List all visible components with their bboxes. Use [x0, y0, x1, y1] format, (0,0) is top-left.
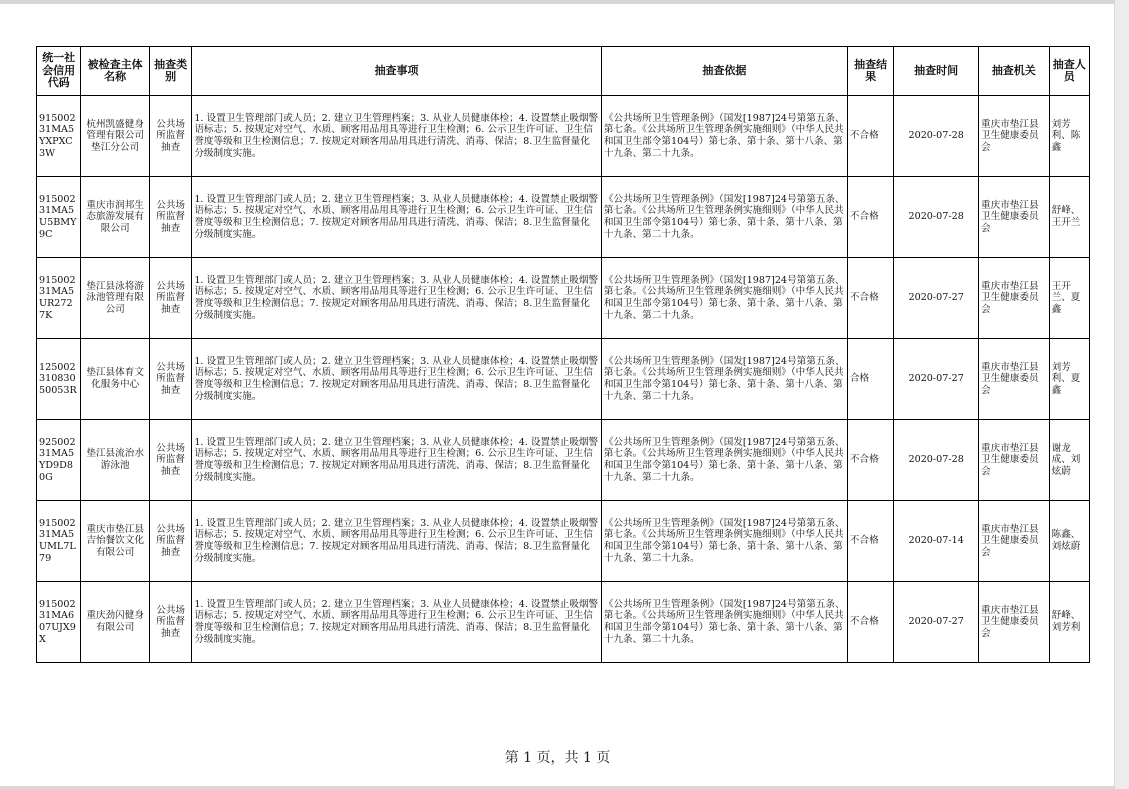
cell-result: 不合格 — [847, 420, 893, 501]
cell-people: 舒峰、刘芳利 — [1049, 582, 1089, 663]
header-items: 抽查事项 — [192, 47, 602, 96]
inspection-table — [36, 46, 1090, 663]
cell-basis: 《公共场所卫生管理条例》（国发[1987]24号第第五条、第七条。《公共场所卫生管理条例实施细则》（中华人民共和国卫生部令第104号）第七条、第十条、第十八条、第十九条、第二十九条。 — [601, 420, 847, 501]
cell-basis: 《公共场所卫生管理条例》（国发[1987]24号第第五条、第七条。《公共场所卫生管理条例实施细则》（中华人民共和国卫生部令第104号）第七条、第十条、第十八条、第十九条、第二十九条。 — [601, 339, 847, 420]
cell-items: 1. 设置卫生管理部门或人员；2. 建立卫生管理档案；3. 从业人员健康体检；4. 设置禁止吸烟警语标志；5. 按规定对空气、水质、顾客用品用具等进行卫生检测；6. 公示卫生许可证、卫生信誉度等级和卫生检测信息；7. 按规定对顾客用品用具进行清洗、消毒、保洁；8.卫生监督量化分级制度实施。 — [192, 258, 602, 339]
cell-org: 重庆市垫江县卫生健康委员会 — [979, 582, 1050, 663]
cell-type: 公共场所监督抽查 — [149, 177, 191, 258]
cell-date: 2020-07-27 — [894, 339, 979, 420]
table-row — [37, 582, 1090, 663]
table-row — [37, 177, 1090, 258]
cell-org: 重庆市垫江县卫生健康委员会 — [979, 96, 1050, 177]
cell-basis: 《公共场所卫生管理条例》（国发[1987]24号第第五条、第七条。《公共场所卫生管理条例实施细则》（中华人民共和国卫生部令第104号）第七条、第十条、第十八条、第十九条、第二十九条。 — [601, 582, 847, 663]
cell-name: 垫江县泳将游泳池管理有限公司 — [81, 258, 150, 339]
cell-type: 公共场所监督抽查 — [149, 258, 191, 339]
cell-people: 刘芳利、陈鑫 — [1049, 96, 1089, 177]
cell-code: 92500231MA5YD9D80G — [37, 420, 81, 501]
cell-date: 2020-07-27 — [894, 582, 979, 663]
table-row — [37, 339, 1090, 420]
cell-basis: 《公共场所卫生管理条例》（国发[1987]24号第第五条、第七条。《公共场所卫生管理条例实施细则》（中华人民共和国卫生部令第104号）第七条、第十条、第十八条、第十九条、第二十九条。 — [601, 501, 847, 582]
cell-name: 重庆劲闪健身有限公司 — [81, 582, 150, 663]
header-people: 抽查人员 — [1049, 47, 1089, 96]
cell-items: 1. 设置卫生管理部门或人员；2. 建立卫生管理档案；3. 从业人员健康体检；4. 设置禁止吸烟警语标志；5. 按规定对空气、水质、顾客用品用具等进行卫生检测；6. 公示卫生许可证、卫生信誉度等级和卫生检测信息；7. 按规定对顾客用品用具进行清洗、消毒、保洁；8.卫生监督量化分级制度实施。 — [192, 420, 602, 501]
cell-org: 重庆市垫江县卫生健康委员会 — [979, 339, 1050, 420]
header-code: 统一社会信用代码 — [37, 47, 81, 96]
header-basis: 抽查依据 — [601, 47, 847, 96]
table-row — [37, 501, 1090, 582]
cell-org: 重庆市垫江县卫生健康委员会 — [979, 258, 1050, 339]
cell-result: 不合格 — [847, 96, 893, 177]
cell-people: 刘芳利、夏鑫 — [1049, 339, 1089, 420]
cell-people: 王开兰、夏鑫 — [1049, 258, 1089, 339]
cell-date: 2020-07-28 — [894, 96, 979, 177]
cell-items: 1. 设置卫生管理部门或人员；2. 建立卫生管理档案；3. 从业人员健康体检；4. 设置禁止吸烟警语标志；5. 按规定对空气、水质、顾客用品用具等进行卫生检测；6. 公示卫生许可证、卫生信誉度等级和卫生检测信息；7. 按规定对顾客用品用具进行清洗、消毒、保洁；8.卫生监督量化分级制度实施。 — [192, 582, 602, 663]
cell-code: 12500231083050053R — [37, 339, 81, 420]
cell-name: 垫江县流治水游泳池 — [81, 420, 150, 501]
cell-org: 重庆市垫江县卫生健康委员会 — [979, 177, 1050, 258]
cell-type: 公共场所监督抽查 — [149, 339, 191, 420]
cell-type: 公共场所监督抽查 — [149, 96, 191, 177]
viewer-scrollbar[interactable] — [1114, 0, 1129, 789]
cell-code: 91500231MA5UR2727K — [37, 258, 81, 339]
header-name: 被检查主体名称 — [81, 47, 150, 96]
cell-name: 垫江县体育文化服务中心 — [81, 339, 150, 420]
cell-type: 公共场所监督抽查 — [149, 582, 191, 663]
cell-result: 不合格 — [847, 177, 893, 258]
cell-code: 91500231MA5YXPXC3W — [37, 96, 81, 177]
cell-date: 2020-07-28 — [894, 420, 979, 501]
cell-basis: 《公共场所卫生管理条例》（国发[1987]24号第第五条、第七条。《公共场所卫生管理条例实施细则》（中华人民共和国卫生部令第104号）第七条、第十条、第十八条、第十九条、第二十九条。 — [601, 96, 847, 177]
cell-result: 不合格 — [847, 501, 893, 582]
cell-items: 1. 设置卫生管理部门或人员；2. 建立卫生管理档案；3. 从业人员健康体检；4. 设置禁止吸烟警语标志；5. 按规定对空气、水质、顾客用品用具等进行卫生检测；6. 公示卫生许可证、卫生信誉度等级和卫生检测信息；7. 按规定对顾客用品用具进行清洗、消毒、保洁；8.卫生监督量化分级制度实施。 — [192, 177, 602, 258]
cell-code: 91500231MA5U5BMY9C — [37, 177, 81, 258]
viewer-top-strip — [0, 0, 1129, 4]
cell-org: 重庆市垫江县卫生健康委员会 — [979, 501, 1050, 582]
page-number: 第 1 页，共 1 页 — [504, 750, 611, 766]
table-row — [37, 420, 1090, 501]
header-result: 抽查结果 — [847, 47, 893, 96]
cell-items: 1. 设置卫生管理部门或人员；2. 建立卫生管理档案；3. 从业人员健康体检；4. 设置禁止吸烟警语标志；5. 按规定对空气、水质、顾客用品用具等进行卫生检测；6. 公示卫生许可证、卫生信誉度等级和卫生检测信息；7. 按规定对顾客用品用具进行清洗、消毒、保洁；8.卫生监督量化分级制度实施。 — [192, 501, 602, 582]
cell-date: 2020-07-14 — [894, 501, 979, 582]
cell-people: 谢龙成、刘炫蔚 — [1049, 420, 1089, 501]
cell-org: 重庆市垫江县卫生健康委员会 — [979, 420, 1050, 501]
header-date: 抽查时间 — [894, 47, 979, 96]
header-type: 抽查类别 — [149, 47, 191, 96]
cell-name: 杭州凯盛健身管理有限公司垫江分公司 — [81, 96, 150, 177]
cell-type: 公共场所监督抽查 — [149, 501, 191, 582]
cell-people: 舒峰、王开兰 — [1049, 177, 1089, 258]
cell-result: 合格 — [847, 339, 893, 420]
cell-code: 91500231MA607UJX9X — [37, 582, 81, 663]
header-row — [37, 47, 1090, 96]
cell-code: 91500231MA5UML7L79 — [37, 501, 81, 582]
cell-basis: 《公共场所卫生管理条例》（国发[1987]24号第第五条、第七条。《公共场所卫生管理条例实施细则》（中华人民共和国卫生部令第104号）第七条、第十条、第十八条、第十九条、第二十九条。 — [601, 258, 847, 339]
cell-items: 1. 设置卫生管理部门或人员；2. 建立卫生管理档案；3. 从业人员健康体检；4. 设置禁止吸烟警语标志；5. 按规定对空气、水质、顾客用品用具等进行卫生检测；6. 公示卫生许可证、卫生信誉度等级和卫生检测信息；7. 按规定对顾客用品用具进行清洗、消毒、保洁；8.卫生监督量化分级制度实施。 — [192, 96, 602, 177]
table-row — [37, 258, 1090, 339]
cell-basis: 《公共场所卫生管理条例》（国发[1987]24号第第五条、第七条。《公共场所卫生管理条例实施细则》（中华人民共和国卫生部令第104号）第七条、第十条、第十八条、第十九条、第二十九条。 — [601, 177, 847, 258]
header-org: 抽查机关 — [979, 47, 1050, 96]
cell-date: 2020-07-27 — [894, 258, 979, 339]
cell-date: 2020-07-28 — [894, 177, 979, 258]
cell-result: 不合格 — [847, 258, 893, 339]
cell-people: 陈鑫、刘炫蔚 — [1049, 501, 1089, 582]
cell-items: 1. 设置卫生管理部门或人员；2. 建立卫生管理档案；3. 从业人员健康体检；4. 设置禁止吸烟警语标志；5. 按规定对空气、水质、顾客用品用具等进行卫生检测；6. 公示卫生许可证、卫生信誉度等级和卫生检测信息；7. 按规定对顾客用品用具进行清洗、消毒、保洁；8.卫生监督量化分级制度实施。 — [192, 339, 602, 420]
cell-type: 公共场所监督抽查 — [149, 420, 191, 501]
cell-name: 重庆市润邦生态旅游发展有限公司 — [81, 177, 150, 258]
cell-result: 不合格 — [847, 582, 893, 663]
table-row — [37, 96, 1090, 177]
cell-name: 重庆市垫江县吉怡餐饮文化有限公司 — [81, 501, 150, 582]
